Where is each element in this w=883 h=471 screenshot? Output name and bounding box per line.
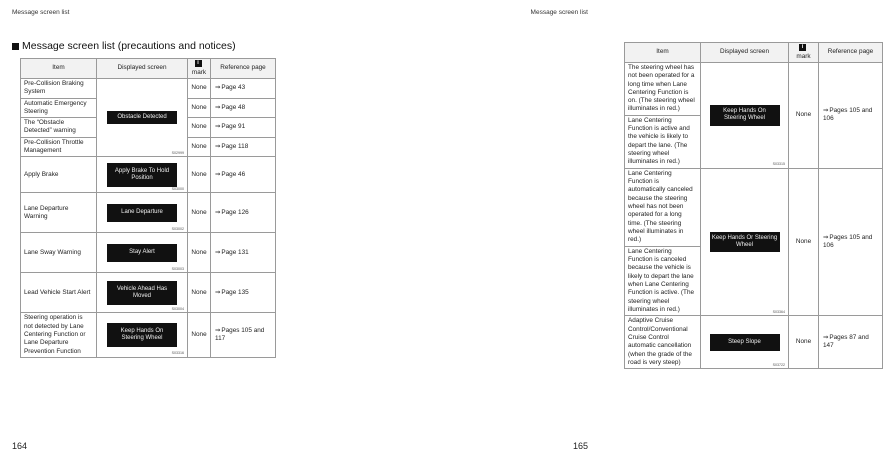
header-reference-page: Reference page <box>211 59 276 79</box>
section-title <box>12 40 236 52</box>
screen-keep-hands-on: Keep Hands On Steering Wheel <box>107 323 177 347</box>
screen-code: S03002 <box>171 226 184 231</box>
arrow-icon: ⇒ <box>215 142 221 150</box>
table-row <box>21 78 276 98</box>
header-mark: imark <box>188 59 211 79</box>
display-cell <box>701 62 789 168</box>
screen-code: S03004 <box>171 306 184 311</box>
reference-cell: ⇒Pages 105 and 117 <box>211 313 276 358</box>
info-icon: i <box>195 60 202 67</box>
table-row <box>21 193 276 233</box>
left-page <box>0 0 300 471</box>
mark-cell: None <box>789 62 819 168</box>
section-title-text: Message screen list (precautions and notices) <box>22 40 236 52</box>
screen-lane-departure: Lane Departure <box>107 204 177 221</box>
header-mark: imark <box>789 43 819 63</box>
display-cell <box>701 316 789 369</box>
screen-steep-slope: Steep Slope <box>710 334 780 351</box>
arrow-icon: ⇒ <box>215 170 221 178</box>
info-icon: i <box>799 44 806 51</box>
screen-stay-alert: Stay Alert <box>107 244 177 261</box>
arrow-icon: ⇒ <box>215 326 221 334</box>
reference-cell: ⇒Pages 105 and 106 <box>819 168 883 316</box>
message-table-left <box>20 58 276 358</box>
mark-cell: None <box>188 118 211 138</box>
mark-cell: None <box>188 233 211 273</box>
header-displayed-screen: Displayed screen <box>701 43 789 63</box>
item-cell: The steering wheel has not been operated for a long time when Lane Centering Function is on. (The steering wheel illuminates in red.) <box>625 62 701 115</box>
display-cell <box>97 313 188 358</box>
mark-cell: None <box>188 98 211 118</box>
item-cell: Apply Brake <box>21 157 97 193</box>
display-cell <box>97 233 188 273</box>
item-cell: Lane Sway Warning <box>21 233 97 273</box>
item-cell: Pre-Collision Braking System <box>21 78 97 98</box>
mark-cell: None <box>188 137 211 157</box>
arrow-icon: ⇒ <box>215 103 221 111</box>
screen-code: S03722 <box>772 362 785 367</box>
reference-cell: ⇒Pages 105 and 106 <box>819 62 883 168</box>
mark-cell: None <box>188 313 211 358</box>
screen-code: S02999 <box>171 150 184 155</box>
mark-cell: None <box>188 193 211 233</box>
screen-code: S03000 <box>171 186 184 191</box>
message-table-right <box>624 42 883 369</box>
mark-cell: None <box>789 316 819 369</box>
arrow-icon: ⇒ <box>215 248 221 256</box>
table-row <box>21 313 276 358</box>
reference-cell: ⇒Page 135 <box>211 273 276 313</box>
running-head: Message screen list <box>12 9 70 16</box>
mark-cell: None <box>188 157 211 193</box>
mark-cell: None <box>188 78 211 98</box>
header-displayed-screen: Displayed screen <box>97 59 188 79</box>
table-header-row <box>625 43 883 63</box>
item-cell: Lane Centering Function is active and the vehicle is likely to depart the lane. (The steering wheel illuminates in red.) <box>625 115 701 168</box>
reference-cell: ⇒Pages 87 and 147 <box>819 316 883 369</box>
item-cell: Lane Centering Function is automatically canceled because the steering wheel has not been operated for a long time. (The steering wheel illuminates in red.) <box>625 168 701 246</box>
mark-cell: None <box>188 273 211 313</box>
item-cell: Lane Departure Warning <box>21 193 97 233</box>
screen-code: S03364 <box>772 309 785 314</box>
header-item: Item <box>21 59 97 79</box>
reference-cell: ⇒Page 43 <box>211 78 276 98</box>
square-bullet-icon <box>12 43 19 50</box>
item-cell: Automatic Emergency Steering <box>21 98 97 118</box>
table-row <box>21 157 276 193</box>
reference-cell: ⇒Page 131 <box>211 233 276 273</box>
screen-obstacle-detected: Obstacle Detected <box>107 111 177 124</box>
arrow-icon: ⇒ <box>823 106 829 114</box>
screen-keep-hands-on: Keep Hands On Steering Wheel <box>710 105 780 125</box>
arrow-icon: ⇒ <box>215 208 221 216</box>
reference-cell: ⇒Page 46 <box>211 157 276 193</box>
screen-code: S03316 <box>171 351 184 356</box>
page-number: 164 <box>12 441 28 451</box>
running-head: Message screen list <box>530 9 588 16</box>
arrow-icon: ⇒ <box>215 123 221 131</box>
table-row <box>625 62 883 115</box>
screen-code: S03315 <box>772 162 785 167</box>
table-row <box>21 233 276 273</box>
screen-keep-hands-or: Keep Hands Or Steering Wheel <box>710 232 780 252</box>
table-header-row <box>21 59 276 79</box>
screen-code: S03003 <box>171 266 184 271</box>
display-cell <box>97 157 188 193</box>
display-cell <box>701 168 789 316</box>
reference-cell: ⇒Page 126 <box>211 193 276 233</box>
arrow-icon: ⇒ <box>823 334 829 342</box>
arrow-icon: ⇒ <box>215 84 221 91</box>
display-cell <box>97 78 188 157</box>
reference-cell: ⇒Page 48 <box>211 98 276 118</box>
item-cell: Steering operation is not detected by Lane Centering Function or Lane Departure Prevention Function <box>21 313 97 358</box>
reference-cell: ⇒Page 118 <box>211 137 276 157</box>
item-cell: Pre-Collision Throttle Management <box>21 137 97 157</box>
page-number: 165 <box>572 441 588 451</box>
display-cell <box>97 273 188 313</box>
arrow-icon: ⇒ <box>215 288 221 296</box>
table-row <box>625 168 883 246</box>
item-cell: Adaptive Cruise Control/Conventional Cruise Control automatic cancellation (when the grade of the road is very steep) <box>625 316 701 369</box>
header-item: Item <box>625 43 701 63</box>
item-cell: Lead Vehicle Start Alert <box>21 273 97 313</box>
table-row <box>625 316 883 369</box>
header-reference-page: Reference page <box>819 43 883 63</box>
mark-cell: None <box>789 168 819 316</box>
item-cell: Lane Centering Function is canceled because the vehicle is likely to depart the lane when Lane Centering Function is active. (The steering wheel illuminates in red.) <box>625 246 701 316</box>
right-page <box>300 0 874 471</box>
item-cell: The “Obstacle Detected” warning <box>21 118 97 138</box>
display-cell <box>97 193 188 233</box>
reference-cell: ⇒Page 91 <box>211 118 276 138</box>
screen-vehicle-ahead: Vehicle Ahead Has Moved <box>107 281 177 305</box>
table-row <box>21 273 276 313</box>
arrow-icon: ⇒ <box>823 233 829 241</box>
screen-apply-brake: Apply Brake To Hold Position <box>107 163 177 187</box>
